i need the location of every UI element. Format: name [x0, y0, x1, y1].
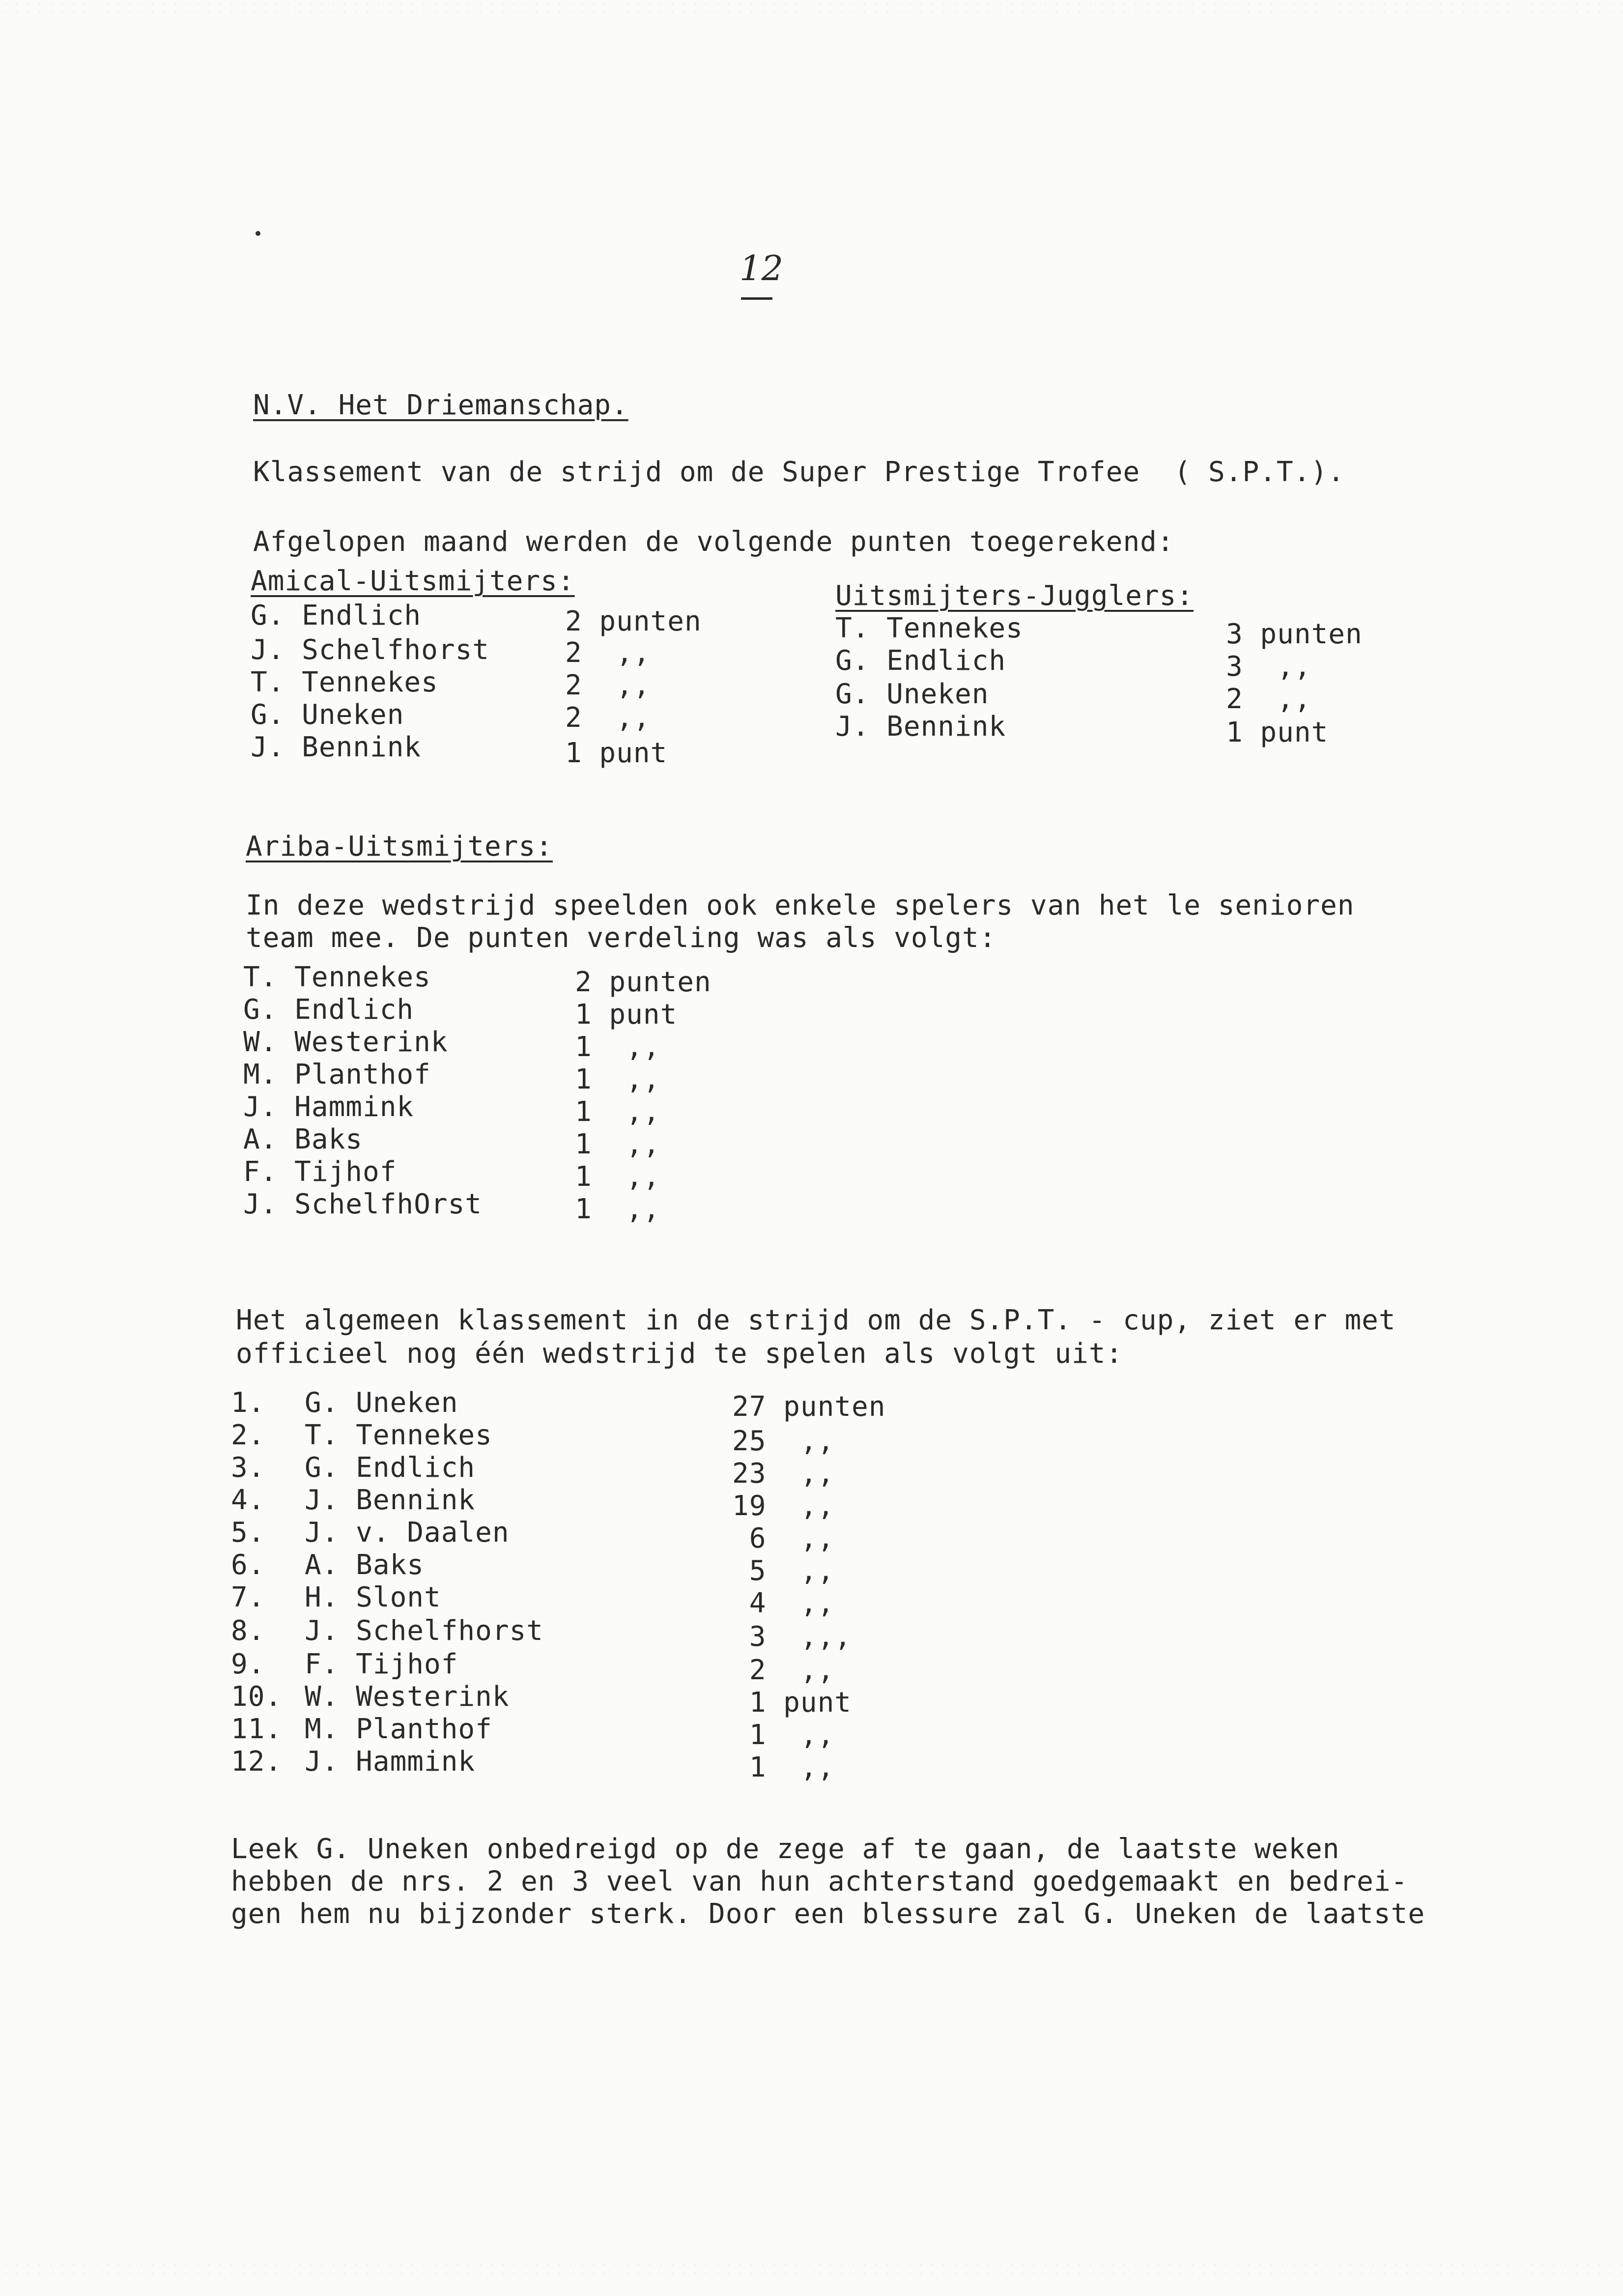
- amical-title: Amical-Uitsmijters:: [251, 565, 575, 597]
- page-number: 12: [740, 248, 784, 288]
- rank-points: 25 ,,: [732, 1425, 835, 1457]
- rank-points: 5 ,,: [732, 1555, 835, 1587]
- list-item-points: 1 punt: [565, 737, 668, 769]
- rank-name: J. Hammink: [305, 1746, 476, 1778]
- list-item-points: 1 ,,: [575, 1128, 660, 1160]
- rank-name: M. Planthof: [305, 1713, 492, 1745]
- rank-points: 1 ,,: [732, 1751, 835, 1783]
- ariba-text-line: team mee. De punten verdeling was als volgt:: [246, 922, 997, 954]
- list-item-points: 1 ,,: [575, 1161, 660, 1193]
- closing-line: hebben de nrs. 2 en 3 veel van hun achterstand goedgemaakt en bedrei-: [231, 1866, 1408, 1897]
- list-item-name: T. Tennekes: [835, 612, 1023, 644]
- rank-points: 4 ,,: [732, 1587, 835, 1619]
- list-item-name: J. Bennink: [835, 711, 1006, 743]
- list-item-points: 1 ,,: [575, 1063, 660, 1095]
- list-item-points: 2 punten: [575, 966, 712, 998]
- rank-number: 7.: [231, 1581, 265, 1613]
- general-text-line: Het algemeen klassement in de strijd om de S.P.T. - cup, ziet er met: [236, 1304, 1396, 1336]
- general-text-line: officieel nog één wedstrijd te spelen als volgt uit:: [236, 1338, 1123, 1370]
- rank-points: 23 ,,: [732, 1458, 835, 1490]
- rank-name: W. Westerink: [305, 1681, 510, 1713]
- list-item-name: G. Endlich: [243, 994, 414, 1026]
- list-item-points: 2 ,,: [565, 669, 651, 701]
- ariba-title: Ariba-Uitsmijters:: [246, 831, 553, 862]
- rank-number: 6.: [231, 1549, 265, 1581]
- rank-name: G. Endlich: [305, 1452, 476, 1484]
- rank-name: A. Baks: [305, 1549, 425, 1581]
- page-number-underline: [741, 297, 772, 300]
- jugglers-title: Uitsmijters-Jugglers:: [835, 580, 1194, 612]
- rank-name: J. v. Daalen: [305, 1517, 510, 1549]
- list-item-name: G. Endlich: [835, 645, 1006, 677]
- list-item-name: G. Endlich: [251, 600, 422, 631]
- rank-points: 6 ,,: [732, 1522, 835, 1554]
- rank-points: 27 punten: [732, 1391, 886, 1423]
- list-item-name: G. Uneken: [251, 699, 404, 731]
- rank-number: 12.: [231, 1746, 283, 1778]
- rank-name: J. Schelfhorst: [305, 1615, 544, 1647]
- list-item-name: T. Tennekes: [243, 961, 431, 993]
- intro-line: Klassement van de strijd om de Super Prestige Trofee ( S.P.T.).: [253, 456, 1345, 488]
- list-item-points: 1 punt: [575, 999, 678, 1031]
- rank-number: 3.: [231, 1452, 265, 1484]
- closing-line: gen hem nu bijzonder sterk. Door een blessure zal G. Uneken de laatste: [231, 1898, 1425, 1930]
- list-item-name: F. Tijhof: [243, 1156, 397, 1188]
- rank-points: 19 ,,: [732, 1490, 835, 1522]
- list-item-points: 3 punten: [1226, 618, 1363, 650]
- list-item-points: 2 ,,: [1226, 683, 1311, 715]
- list-item-name: T. Tennekes: [251, 666, 438, 698]
- list-item-points: 1 ,,: [575, 1096, 660, 1128]
- list-item-points: 2 ,,: [565, 702, 651, 734]
- rank-number: 10.: [231, 1681, 283, 1713]
- rank-number: 11.: [231, 1713, 283, 1745]
- rank-number: 2.: [231, 1419, 265, 1451]
- rank-number: 8.: [231, 1615, 265, 1647]
- last-month-line: Afgelopen maand werden de volgende punten toegerekend:: [253, 526, 1174, 558]
- heading: N.V. Het Driemanschap.: [253, 389, 628, 421]
- list-item-name: A. Baks: [243, 1123, 363, 1155]
- ariba-text-line: In deze wedstrijd speelden ook enkele spelers van het le senioren: [246, 890, 1355, 921]
- list-item-points: 2 ,,: [565, 637, 651, 669]
- rank-points: 2 ,,: [732, 1654, 835, 1686]
- list-item-points: 1 ,,: [575, 1031, 660, 1063]
- rank-name: T. Tennekes: [305, 1419, 492, 1451]
- list-item-name: J. Bennink: [251, 731, 422, 763]
- margin-dot: [256, 231, 260, 236]
- rank-number: 4.: [231, 1484, 265, 1516]
- list-item-name: G. Uneken: [835, 678, 989, 710]
- list-item-points: 3 ,,: [1226, 651, 1311, 683]
- list-item-points: 2 punten: [565, 605, 702, 637]
- rank-number: 5.: [231, 1517, 265, 1549]
- list-item-name: J. Hammink: [243, 1091, 414, 1123]
- rank-name: G. Uneken: [305, 1387, 458, 1419]
- rank-name: F. Tijhof: [305, 1648, 458, 1680]
- rank-number: 9.: [231, 1648, 265, 1680]
- list-item-name: J. SchelfhOrst: [243, 1188, 483, 1220]
- rank-points: 1 punt: [732, 1687, 852, 1719]
- list-item-name: M. Planthof: [243, 1059, 431, 1091]
- rank-name: H. Slont: [305, 1581, 441, 1613]
- list-item-points: 1 ,,: [575, 1193, 660, 1225]
- list-item-points: 1 punt: [1226, 717, 1329, 748]
- scan-noise-top: [0, 0, 1623, 20]
- rank-name: J. Bennink: [305, 1484, 476, 1516]
- rank-points: 3 ,,,: [732, 1621, 852, 1653]
- closing-line: Leek G. Uneken onbedreigd op de zege af te gaan, de laatste weken: [231, 1833, 1340, 1865]
- rank-number: 1.: [231, 1387, 265, 1419]
- rank-points: 1 ,,: [732, 1719, 835, 1751]
- scan-noise-bottom: [0, 2261, 1623, 2280]
- list-item-name: W. Westerink: [243, 1026, 448, 1058]
- list-item-name: J. Schelfhorst: [251, 634, 490, 666]
